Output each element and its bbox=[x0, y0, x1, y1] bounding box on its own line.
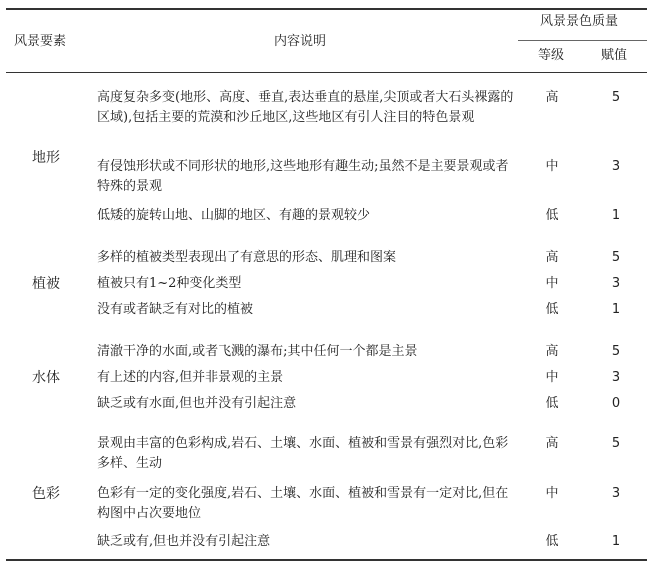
row-score: 1 bbox=[611, 534, 621, 549]
row-desc: 缺乏或有水面,但也并没有引起注意 bbox=[97, 396, 297, 411]
top-rule bbox=[6, 8, 647, 10]
row-desc: 高度复杂多变(地形、高度、垂直,表达垂直的悬崖,尖顶或者大石头裸露的区域),包括主要的荒漠和沙丘地区,这些地区有引人注目的特色景观 bbox=[97, 90, 514, 125]
header-score: 赋值 bbox=[601, 48, 628, 63]
category-water: 水体 bbox=[32, 370, 60, 386]
row-grade: 低 bbox=[545, 396, 559, 411]
row-score: 3 bbox=[611, 370, 621, 385]
row-desc: 低矮的旋转山地、山脚的地区、有趣的景观较少 bbox=[97, 208, 371, 223]
row-score: 1 bbox=[611, 208, 621, 223]
row-grade: 中 bbox=[545, 159, 559, 174]
header-grade: 等级 bbox=[538, 48, 565, 63]
row-desc: 有侵蚀形状或不同形状的地形,这些地形有趣生动;虽然不是主要景观或者特殊的景观 bbox=[97, 159, 509, 194]
row-grade: 低 bbox=[545, 534, 559, 549]
row-desc: 没有或者缺乏有对比的植被 bbox=[97, 302, 254, 317]
bottom-rule bbox=[6, 559, 647, 561]
header-content: 内容说明 bbox=[274, 34, 327, 49]
row-desc: 植被只有1~2种变化类型 bbox=[97, 276, 242, 291]
row-score: 1 bbox=[611, 302, 621, 317]
row-score: 5 bbox=[611, 250, 621, 265]
sub-header-rule bbox=[518, 40, 647, 41]
row-grade: 高 bbox=[545, 344, 559, 359]
category-color: 色彩 bbox=[32, 486, 60, 502]
row-grade: 中 bbox=[545, 486, 559, 501]
row-desc: 景观由丰富的色彩构成,岩石、土壤、水面、植被和雪景有强烈对比,色彩多样、生动 bbox=[97, 436, 509, 471]
category-vegetation: 植被 bbox=[32, 276, 60, 292]
row-grade: 低 bbox=[545, 208, 559, 223]
row-grade: 高 bbox=[545, 250, 559, 265]
row-grade: 中 bbox=[545, 370, 559, 385]
category-terrain: 地形 bbox=[32, 150, 60, 166]
row-score: 3 bbox=[611, 276, 621, 291]
row-grade: 中 bbox=[545, 276, 559, 291]
row-score: 5 bbox=[611, 344, 621, 359]
header-quality: 风景景色质量 bbox=[540, 14, 619, 29]
row-grade: 高 bbox=[545, 436, 559, 451]
header-element: 风景要素 bbox=[14, 34, 67, 49]
row-desc: 清澈干净的水面,或者飞溅的瀑布;其中任何一个都是主景 bbox=[97, 344, 418, 359]
header-rule bbox=[6, 72, 647, 73]
row-desc: 缺乏或有,但也并没有引起注意 bbox=[97, 534, 271, 549]
row-score: 5 bbox=[611, 436, 621, 451]
row-score: 3 bbox=[611, 159, 621, 174]
row-desc: 色彩有一定的变化强度,岩石、土壤、水面、植被和雪景有一定对比,但在构图中占次要地位 bbox=[97, 486, 509, 521]
row-desc: 多样的植被类型表现出了有意思的形态、肌理和图案 bbox=[97, 250, 397, 265]
row-score: 5 bbox=[611, 90, 621, 105]
row-desc: 有上述的内容,但并非景观的主景 bbox=[97, 370, 284, 385]
row-grade: 低 bbox=[545, 302, 559, 317]
row-score: 3 bbox=[611, 486, 621, 501]
row-score: 0 bbox=[611, 396, 621, 411]
row-grade: 高 bbox=[545, 90, 559, 105]
